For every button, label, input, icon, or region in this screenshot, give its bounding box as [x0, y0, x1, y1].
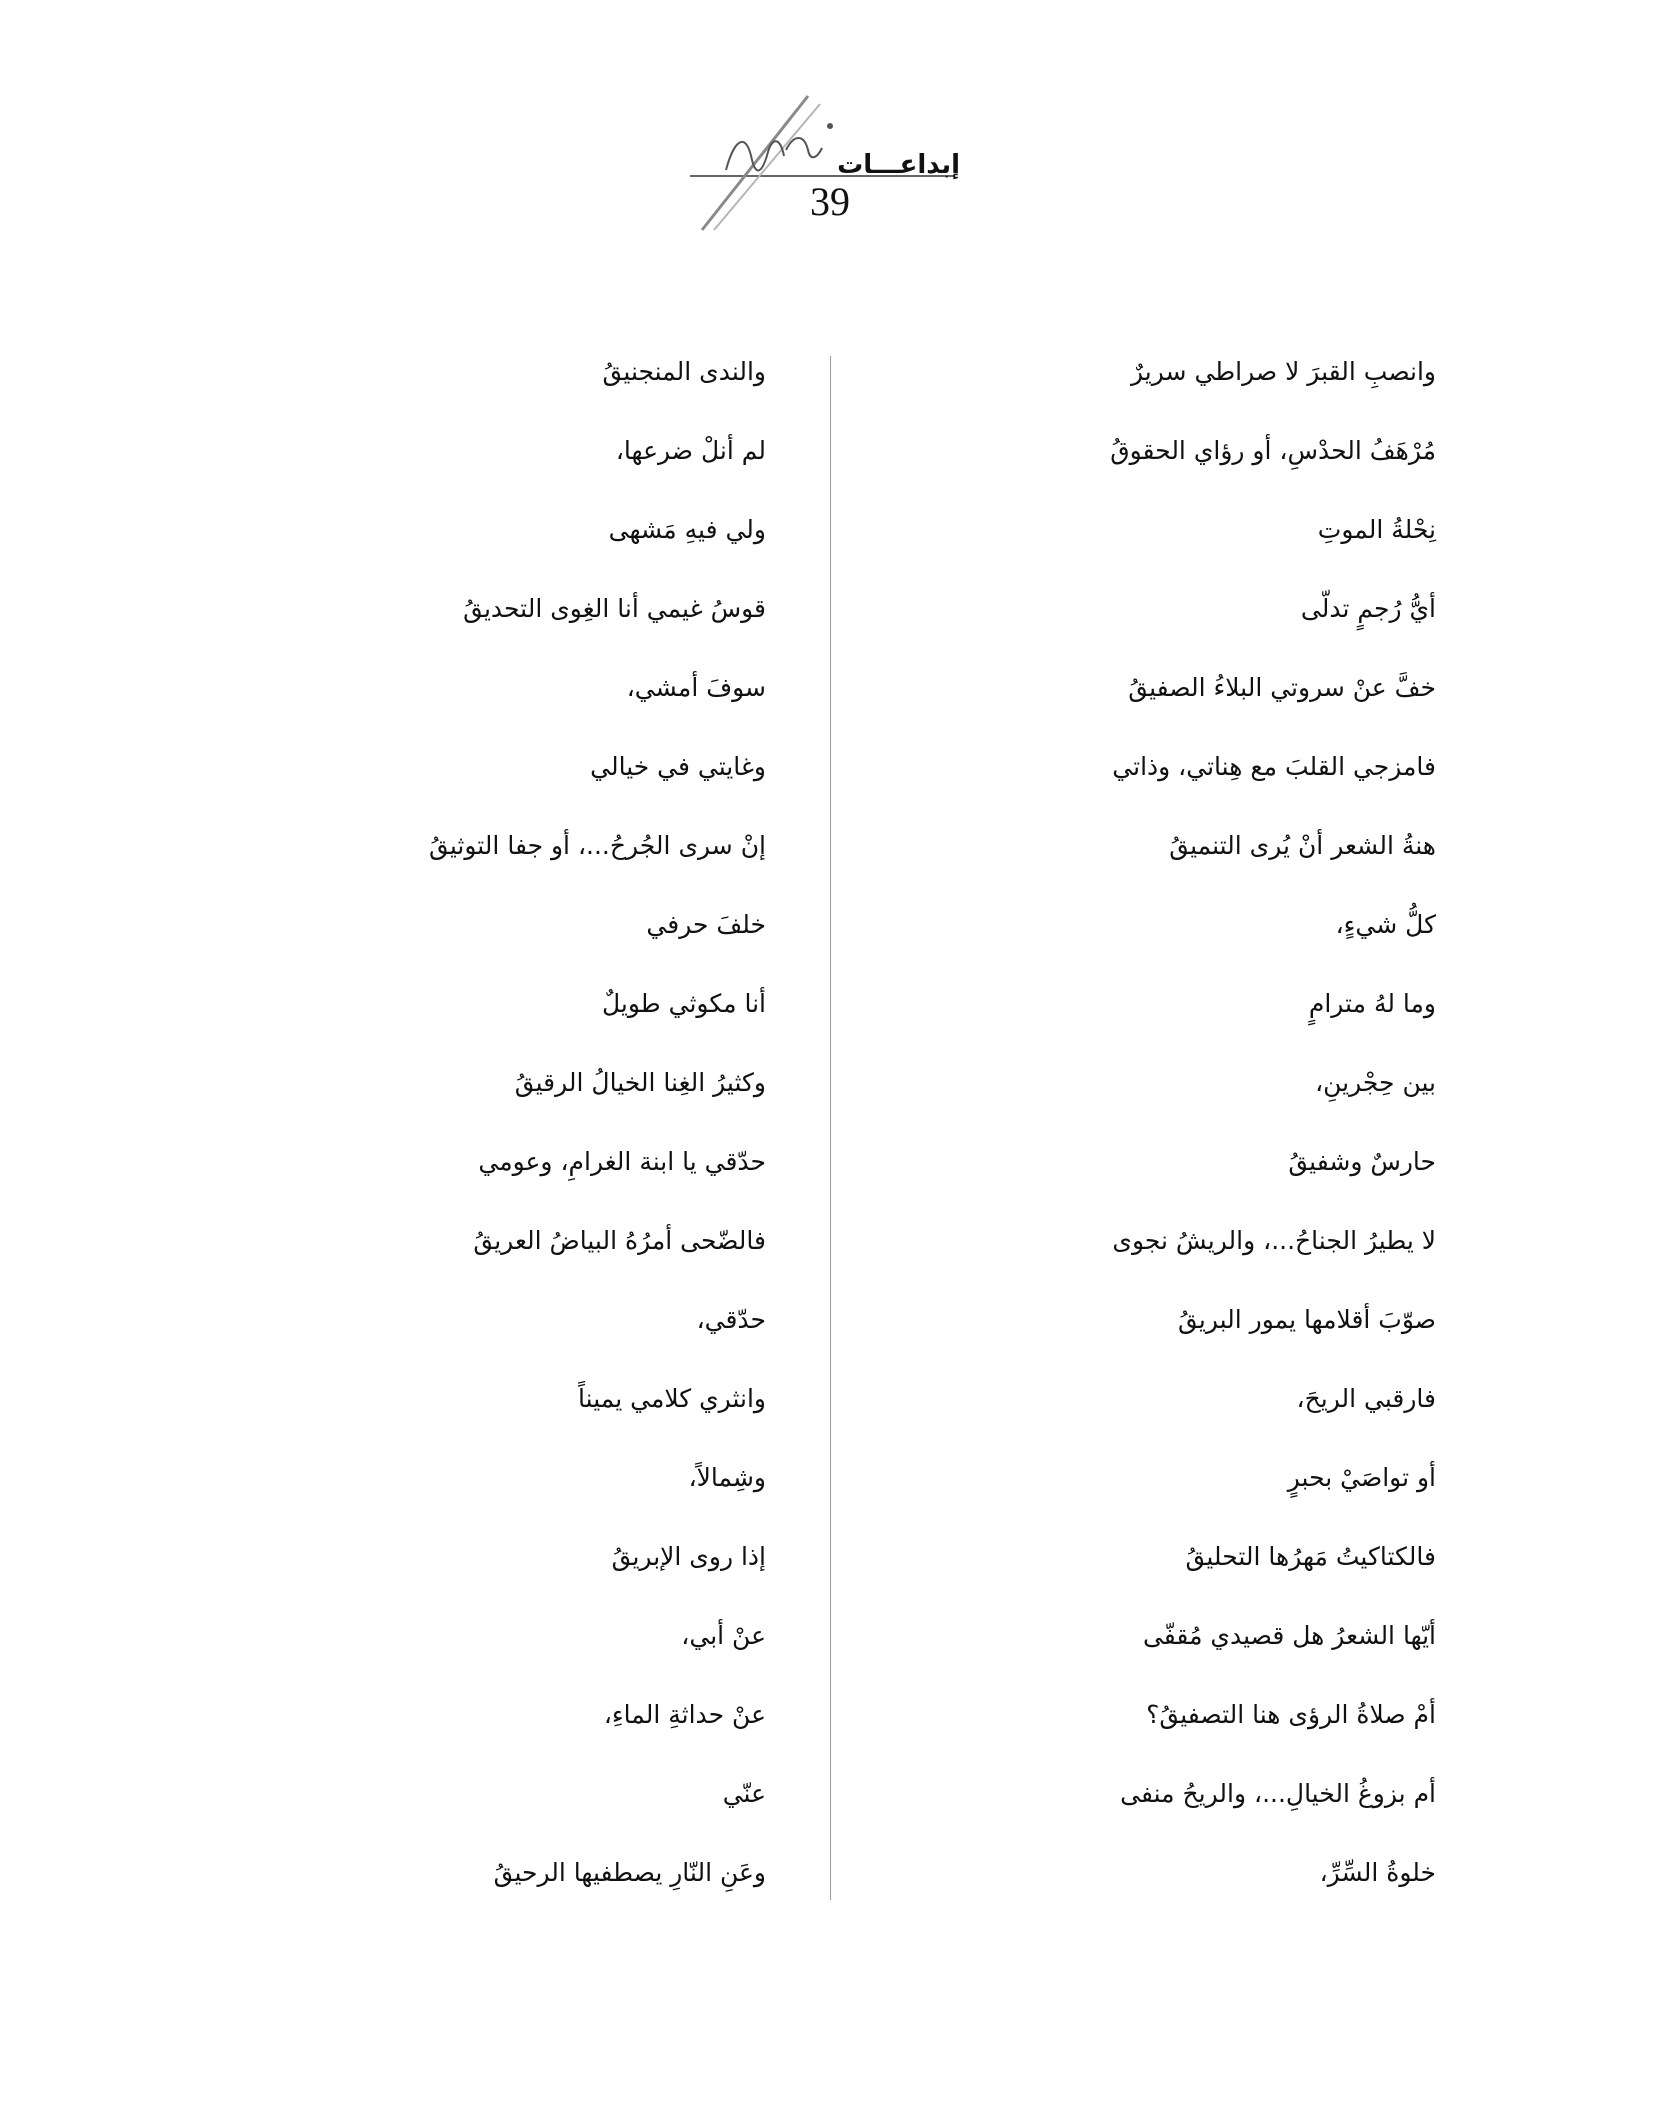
verse-line: وانصبِ القبرَ لا صراطي سريرٌ [1131, 357, 1436, 386]
verse-line: عنّي [722, 1779, 766, 1808]
verse-line: هنةُ الشعر أنْ يُرى التنميقُ [1169, 831, 1436, 860]
verse-line: أم بزوغُ الخيالِ...، والريحُ منفى [1120, 1779, 1436, 1808]
verse-line: حدّقي يا ابنة الغرامِ، وعومي [478, 1147, 766, 1176]
verse-line: خلوةُ السِّرِّ، [1319, 1858, 1436, 1887]
verse-line: حدّقي، [696, 1305, 766, 1334]
verse-line: إنْ سرى الجُرحُ...، أو جفا التوثيقُ [429, 831, 766, 860]
verse-line: خفَّ عنْ سروتي البلاءُ الصفيقُ [1128, 673, 1436, 702]
page-header [690, 90, 960, 240]
verse-line: بين حِجْرينِ، [1315, 1068, 1436, 1097]
verse-line: حارسٌ وشفيقُ [1288, 1147, 1436, 1176]
verse-line: عنْ أبي، [681, 1621, 766, 1650]
verse-line: وانثري كلامي يميناً [578, 1384, 766, 1413]
verse-line: أيُّ رُجمٍ تدلّى [1300, 594, 1436, 623]
verse-line: قوسُ غيمي أنا الغِوى التحديقُ [463, 594, 766, 623]
verse-line: والندى المنجنيقُ [602, 357, 766, 386]
verse-line: فارقبي الريحَ، [1296, 1384, 1436, 1413]
verse-line: سوفَ أمشي، [626, 673, 766, 702]
section-label: إبداعـــات [837, 150, 960, 180]
verse-line: كلُّ شيءٍ، [1335, 910, 1436, 939]
page-number: 39 [810, 179, 850, 224]
verse-line: وكثيرُ الغِنا الخيالُ الرقيقُ [514, 1068, 766, 1097]
verse-line: أيّها الشعرُ هل قصيدي مُقفّى [1142, 1621, 1436, 1650]
verse-line: وما لهُ مترامٍ [1308, 989, 1436, 1018]
poem-left-column [126, 352, 766, 1932]
verse-line: وشِمالاً، [688, 1463, 766, 1492]
verse-line: لا يطيرُ الجناحُ...، والريشُ نجوى [1112, 1226, 1436, 1255]
verse-line: عنْ حداثةِ الماءِ، [603, 1700, 766, 1729]
verse-line: فالضّحى أمرُهُ البياضُ العريقُ [473, 1226, 766, 1255]
verse-line: ولي فيهِ مَشهى [608, 515, 766, 544]
verse-line: وغايتي في خيالي [590, 752, 766, 781]
verse-line: مُرْهَفُ الحدْسِ، أو رؤاي الحقوقُ [1110, 436, 1436, 465]
verse-line: لم أنلْ ضرعها، [615, 436, 766, 465]
verse-line: فالكتاكيتُ مَهرُها التحليقُ [1185, 1542, 1436, 1571]
verse-line: فامزجي القلبَ مع هِناتي، وذاتي [1112, 752, 1436, 781]
verse-line: إذا روى الإبريقُ [611, 1542, 766, 1571]
verse-line: وعَنِ النّارِ يصطفيها الرحيقُ [493, 1858, 766, 1887]
verse-line: أو تواصَيْ بحبرٍ [1287, 1463, 1436, 1492]
verse-line: نِحْلةُ الموتِ [1317, 515, 1436, 544]
verse-line: أمْ صلاةُ الرؤى هنا التصفيقُ؟ [1146, 1700, 1436, 1729]
verse-line: أنا مكوثي طويلٌ [601, 989, 766, 1018]
poem-right-column [816, 352, 1436, 1932]
verse-line: صوّبَ أقلامها يمور البريقُ [1178, 1305, 1436, 1334]
verse-line: خلفَ حرفي [646, 910, 766, 939]
